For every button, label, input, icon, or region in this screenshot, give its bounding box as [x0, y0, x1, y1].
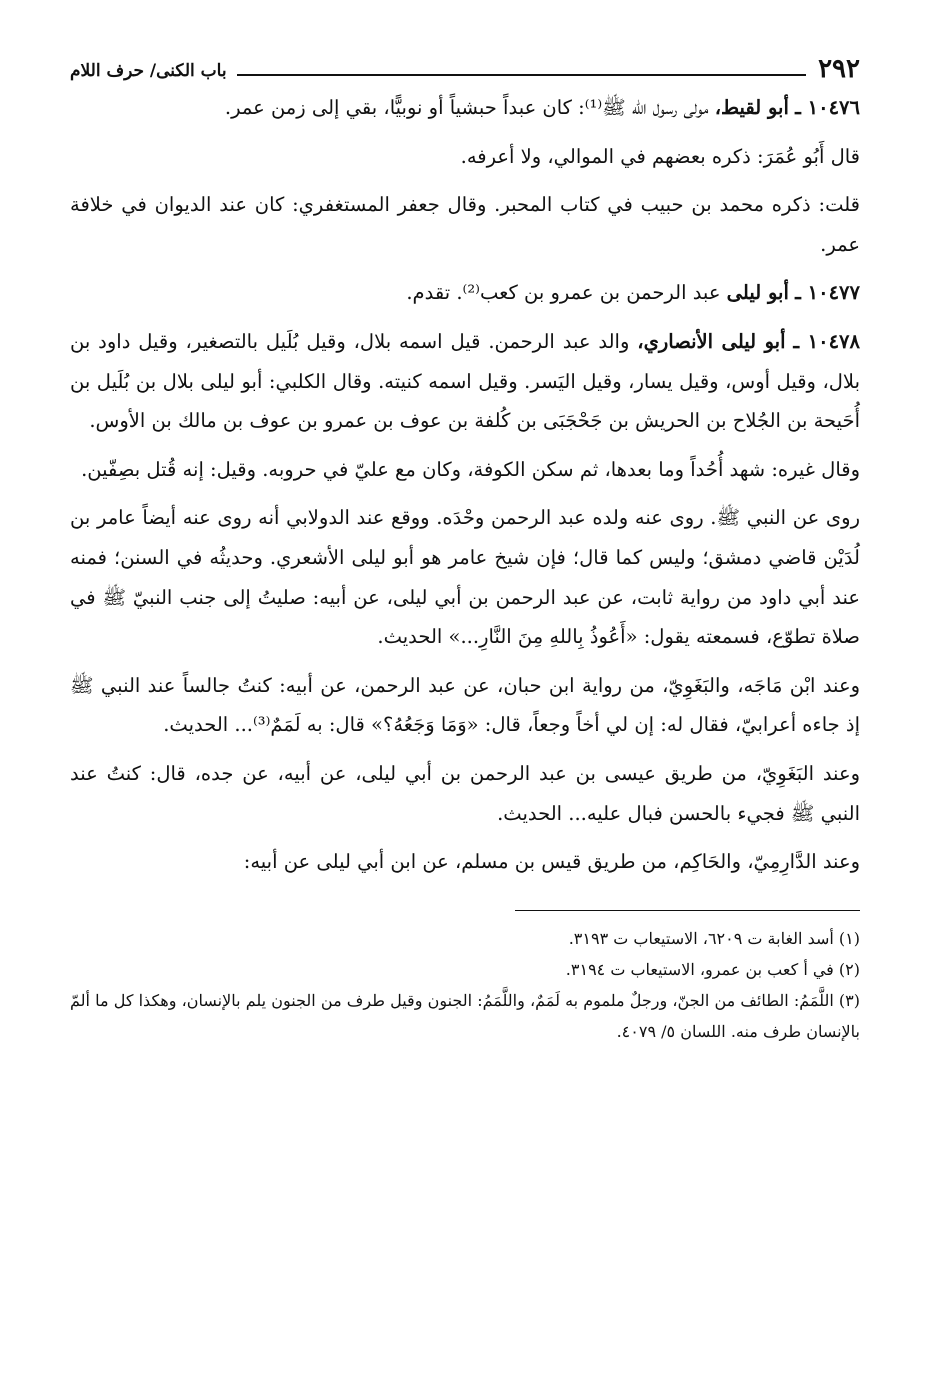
paragraph: وعند ابْن مَاجَه، والبَغَوِيّ، من رواية ابن حبان، عن عبد الرحمن، عن أبيه: كنتُ جالساً عند النبي ﷺ إذ جاءه أعرابيّ، فقال له: إن لي أخاً وجعاً، قال: «وَمَا وَجَعُهُ؟» قال: به لَمَمٌ⁽³⁾... الحديث. — [70, 673, 860, 737]
entry-name: أبو ليلى الأنصاري، — [637, 329, 786, 353]
entry-name: أبو لقيط، — [714, 96, 789, 119]
entry-10476 — [70, 88, 860, 128]
paragraph: قال أَبُو عُمَرَ: ذكره بعضهم في الموالي، ولا أعرفه. — [460, 144, 860, 168]
footnote-2: (٢) في أ كعب بن عمرو، الاستيعاب ت ٣١٩٤. — [565, 959, 860, 979]
entry-number: ١٠٤٧٦ ـ — [795, 96, 860, 119]
paragraph: وقال غيره: شهد أُحُداً وما بعدها، ثم سكن الكوفة، وكان مع عليّ في حروبه. وقيل: إنه قُتل بصِفّين. — [81, 457, 860, 481]
main-text — [70, 88, 860, 882]
page-header — [70, 48, 860, 82]
entry-10477 — [70, 273, 860, 313]
running-title: باب الكنى/ حرف اللام — [70, 61, 227, 81]
entry-text: والد عبد الرحمن. قيل اسمه بلال، وقيل بُلَيل بالتصغير، وقيل داود بن بلال، وقيل أوس، وقيل يسار، وقيل اليَسر. وقيل اسمه كنيته. وقال الكلبي: أبو ليلى بلال بن بُلَيل بن أُحَيحة بن الجُلاح بن الحريش بن جَحْجَبَى بن كُلفة بن عوف بن عمرو بن عوف بن مالك بن الأوس. — [70, 329, 860, 433]
entry-text: عبد الرحمن بن عمرو بن كعب⁽²⁾. تقدم. — [406, 281, 727, 305]
footnote-3: (٣) اللَّمَمُ: الطائف من الجنّ، ورجلٌ ملموم به لَمَمٌ، واللَّمَمُ: الجنون وقيل طرف من الجنون يلم بالإنسان، وهكذا كل ما ألمّ بالإنسان طرف منه. اللسان ٥/ ٤٠٧٩. — [70, 990, 860, 1041]
book-page — [70, 48, 860, 1047]
paragraph: وعند البَغَوِيّ، من طريق عيسى بن عبد الرحمن بن أبي ليلى، عن أبيه، عن جده، قال: كنتُ عند النبي ﷺ فجيء بالحسن فبال عليه... الحديث. — [70, 761, 860, 825]
entry-number: ١٠٤٧٧ ـ — [795, 281, 860, 305]
entry-name: أبو ليلى — [726, 281, 789, 305]
paragraph: روى عن النبي ﷺ. روى عنه ولده عبد الرحمن وحْدَه. ووقع عند الدولابي أنه روى عنه أيضاً عامر بن لُدَيْن قاضي دمشق؛ وليس كما قال؛ فإن شيخ عامر هو أبو ليلى الأشعري. وحديثُه في السنن؛ فمنه عند أبي داود من رواية ثابت، عن عبد الرحمن بن أبي ليلى، عن أبيه: صليتُ إلى جنب النبيّ ﷺ في صلاة تطوّع، فسمعته يقول: «أَعُوذُ بِاللهِ مِنَ النَّارِ...» الحديث. — [70, 506, 860, 649]
entry-10478 — [70, 322, 860, 441]
footnote-separator — [515, 910, 860, 911]
entry-number: ١٠٤٧٨ ـ — [793, 329, 860, 353]
footnotes — [70, 923, 860, 1047]
paragraph: قلت: ذكره محمد بن حبيب في كتاب المحبر. وقال جعفر المستغفري: كان عند الديوان في خلافة عمر. — [70, 193, 860, 256]
header-rule — [237, 74, 807, 76]
paragraph: وعند الدَّارِمِيّ، والحَاكِم، من طريق قيس بن مسلم، عن ابن أبي ليلى عن أبيه: — [243, 850, 860, 874]
entry-text: مولى رسول الله ﷺ⁽¹⁾: كان عبداً حبشياً أو نوبيًّا، بقي إلى زمن عمر. — [224, 96, 715, 119]
page-number: ٢٩٢ — [818, 54, 860, 84]
footnote-1: (١) أسد الغابة ت ٦٢٠٩، الاستيعاب ت ٣١٩٣. — [568, 928, 860, 948]
